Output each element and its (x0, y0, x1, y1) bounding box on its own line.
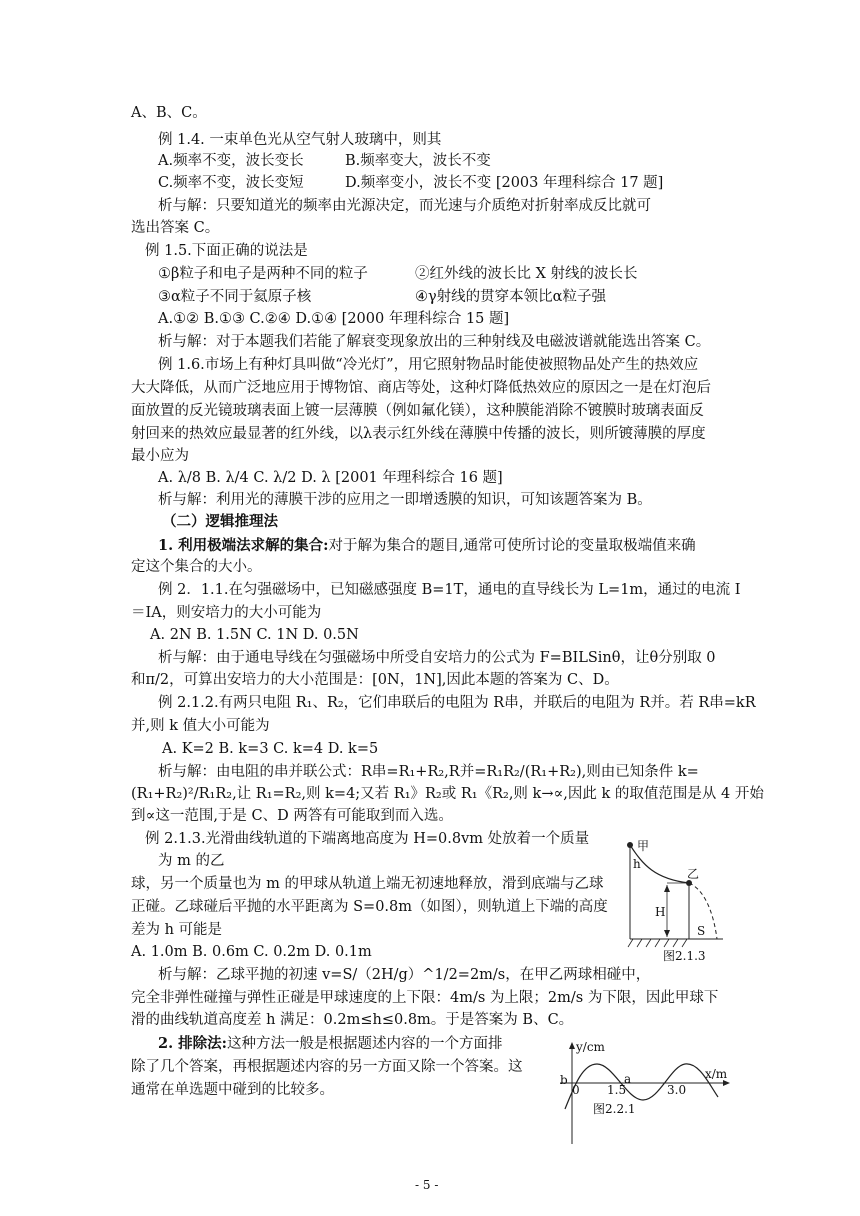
options-line: A. 1.0m B. 0.6m C. 0.2m D. 0.1m (131, 944, 372, 960)
text-line: 和π/2，可算出安培力的大小范围是：[0N，1N],因此本题的答案为 C、D。 (131, 672, 619, 688)
options-line: A. 2N B. 1.5N C. 1N D. 0.5N (150, 627, 359, 643)
subsection-line (158, 1034, 503, 1054)
text-line: 射回来的热效应最显著的红外线，以λ表示红外线在薄膜中传播的波长，则所镀薄膜的厚度 (131, 426, 706, 442)
label-a: a (624, 1072, 632, 1086)
subsection-heading: 1. 利用极端法求解的集合: (158, 537, 329, 554)
analysis-text: 析与解：只要知道光的频率由光源决定，而光速与介质绝对折射率成反比就可 (158, 198, 651, 214)
statement: ①β粒子和电子是两种不同的粒子 (158, 266, 368, 282)
text-line: 到∝这一范围,于是 C、D 两答有可能取到而入选。 (131, 808, 453, 824)
text-line: 并,则 k 值大小可能为 (131, 718, 270, 734)
figure-2-2-1 (555, 1040, 735, 1150)
subsection-heading: 2. 排除法: (158, 1035, 228, 1052)
statement: ④γ射线的贯穿本领比α粒子强 (415, 289, 606, 305)
text-line: 选出答案 C。 (131, 220, 220, 236)
statement: ②红外线的波长比 X 射线的波长长 (415, 266, 638, 282)
text-line: (R₁+R₂)²/R₁R₂,让 R₁=R₂,则 k=4;又若 R₁》R₂或 R₁《R₂,则 k→∝,因此 k 的取值范围是从 4 开始 (131, 786, 764, 802)
tick-3-0: 3.0 (667, 1083, 687, 1097)
text-line: 滑的曲线轨道高度差 h 满足：0.2m≤h≤0.8m。于是答案为 B、C。 (131, 1012, 574, 1028)
example-title: 例 2.1.3.光滑曲线轨道的下端离地高度为 H=0.8vm 处放着一个质量 (145, 831, 590, 847)
analysis-text: 析与解：对于本题我们若能了解衰变现象放出的三种射线及电磁波谱就能选出答案 C。 (158, 334, 711, 350)
label-origin: 0 (572, 1083, 580, 1097)
figure-2-1-3 (615, 835, 725, 965)
options-line: A. λ/8 B. λ/4 C. λ/2 D. λ [2001 年理科综合 16 题] (158, 470, 503, 486)
text-line: 为 m 的乙 (158, 853, 225, 869)
subsection-line (158, 536, 696, 556)
analysis-text: 析与解：利用光的薄膜干涉的应用之一即增透膜的知识，可知该题答案为 B。 (158, 492, 652, 508)
label-H: H (655, 905, 666, 919)
label-h: h (633, 857, 641, 871)
label-b: b (560, 1073, 568, 1087)
label-S: S (697, 924, 706, 938)
text-line: 最小应为 (131, 448, 189, 464)
text-span: 对于解为集合的题目,通常可使所讨论的变量取极端值来确 (328, 538, 696, 554)
label-yi: 乙 (687, 867, 700, 881)
text-line: A、B、C。 (131, 105, 207, 121)
example-title: 例 1.4. 一束单色光从空气射人玻璃中，则其 (158, 132, 442, 148)
tick-1-5: 1.5 (607, 1083, 627, 1097)
page-number: - 5 - (415, 1178, 439, 1192)
text-line: 面放置的反光镜玻璃表面上镀一层薄膜（例如氟化镁），这种膜能消除不镀膜时玻璃表面反 (131, 403, 704, 419)
statement: ③α粒子不同于氦原子核 (158, 289, 312, 305)
options-line: A.①② B.①③ C.②④ D.①④ [2000 年理科综合 15 题] (158, 311, 510, 327)
analysis-text: 析与解：由电阻的串并联公式：R串=R₁+R₂,R并=R₁R₂/(R₁+R₂),则由已知条件 k= (158, 764, 699, 780)
options-line: A. K=2 B. k=3 C. k=4 D. k=5 (162, 741, 379, 757)
figure-2-1-3-drawing (615, 835, 725, 965)
option-d: D.频率变小，波长不变 [2003 年理科综合 17 题] (345, 175, 664, 191)
option-c: C.频率不变，波长变短 (158, 175, 304, 191)
text-line: 通常在单选题中碰到的比较多。 (131, 1082, 334, 1098)
analysis-text: 析与解：乙球平抛的初速 v=S/（2H/g）^1/2=2m/s，在甲乙两球相碰中， (158, 967, 651, 983)
text-line: 正碰。乙球碰后平抛的水平距离为 S=0.8m（如图），则轨道上下端的高度 (131, 899, 608, 915)
label-jia: 甲 (637, 839, 650, 853)
option-b: B.频率变大，波长不变 (345, 153, 491, 169)
axis-label-y: y/cm (576, 1040, 605, 1054)
text-line: 完全非弹性碰撞与弹性正碰是甲球速度的上下限：4m/s 为上限；2m/s 为下限，因此甲球下 (131, 990, 719, 1006)
figure-caption: 图2.2.1 (593, 1102, 636, 1116)
figure-caption: 图2.1.3 (663, 949, 706, 963)
text-line: ＝IA，则安培力的大小可能为 (131, 605, 322, 621)
text-line: 定这个集合的大小。 (131, 559, 262, 575)
option-a: A.频率不变，波长变长 (158, 153, 304, 169)
text-line: 差为 h 可能是 (131, 922, 223, 938)
analysis-text: 析与解：由于通电导线在匀强磁场中所受自安培力的公式为 F=BILSinθ，让θ分别取 0 (158, 650, 716, 666)
example-title: 例 1.5.下面正确的说法是 (145, 243, 308, 259)
axis-label-x: x/m (705, 1067, 728, 1081)
example-title: 例 2.1.2.有两只电阻 R₁、R₂，它们串联后的电阻为 R串，并联后的电阻为 R并。若 R串=kR (158, 695, 756, 711)
section-heading: （二）逻辑推理法 (162, 513, 278, 530)
example-title: 例 2．1.1.在匀强磁场中，已知磁感强度 B=1T，通电的直导线长为 L=1m，通过的电流 I (158, 582, 741, 598)
text-line: 除了几个答案，再根据题述内容的另一方面又除一个答案。这 (131, 1059, 523, 1075)
example-title: 例 1.6.市场上有种灯具叫做“冷光灯”，用它照射物品时能使被照物品处产生的热效应 (158, 357, 699, 373)
figure-2-2-1-drawing (555, 1040, 735, 1150)
text-span: 这种方法一般是根据题述内容的一个方面排 (227, 1036, 503, 1052)
text-line: 球，另一个质量也为 m 的甲球从轨道上端无初速地释放，滑到底端与乙球 (131, 876, 604, 892)
text-line: 大大降低，从而广泛地应用于博物馆、商店等处，这种灯降低热效应的原因之一是在灯泡后 (131, 380, 711, 396)
